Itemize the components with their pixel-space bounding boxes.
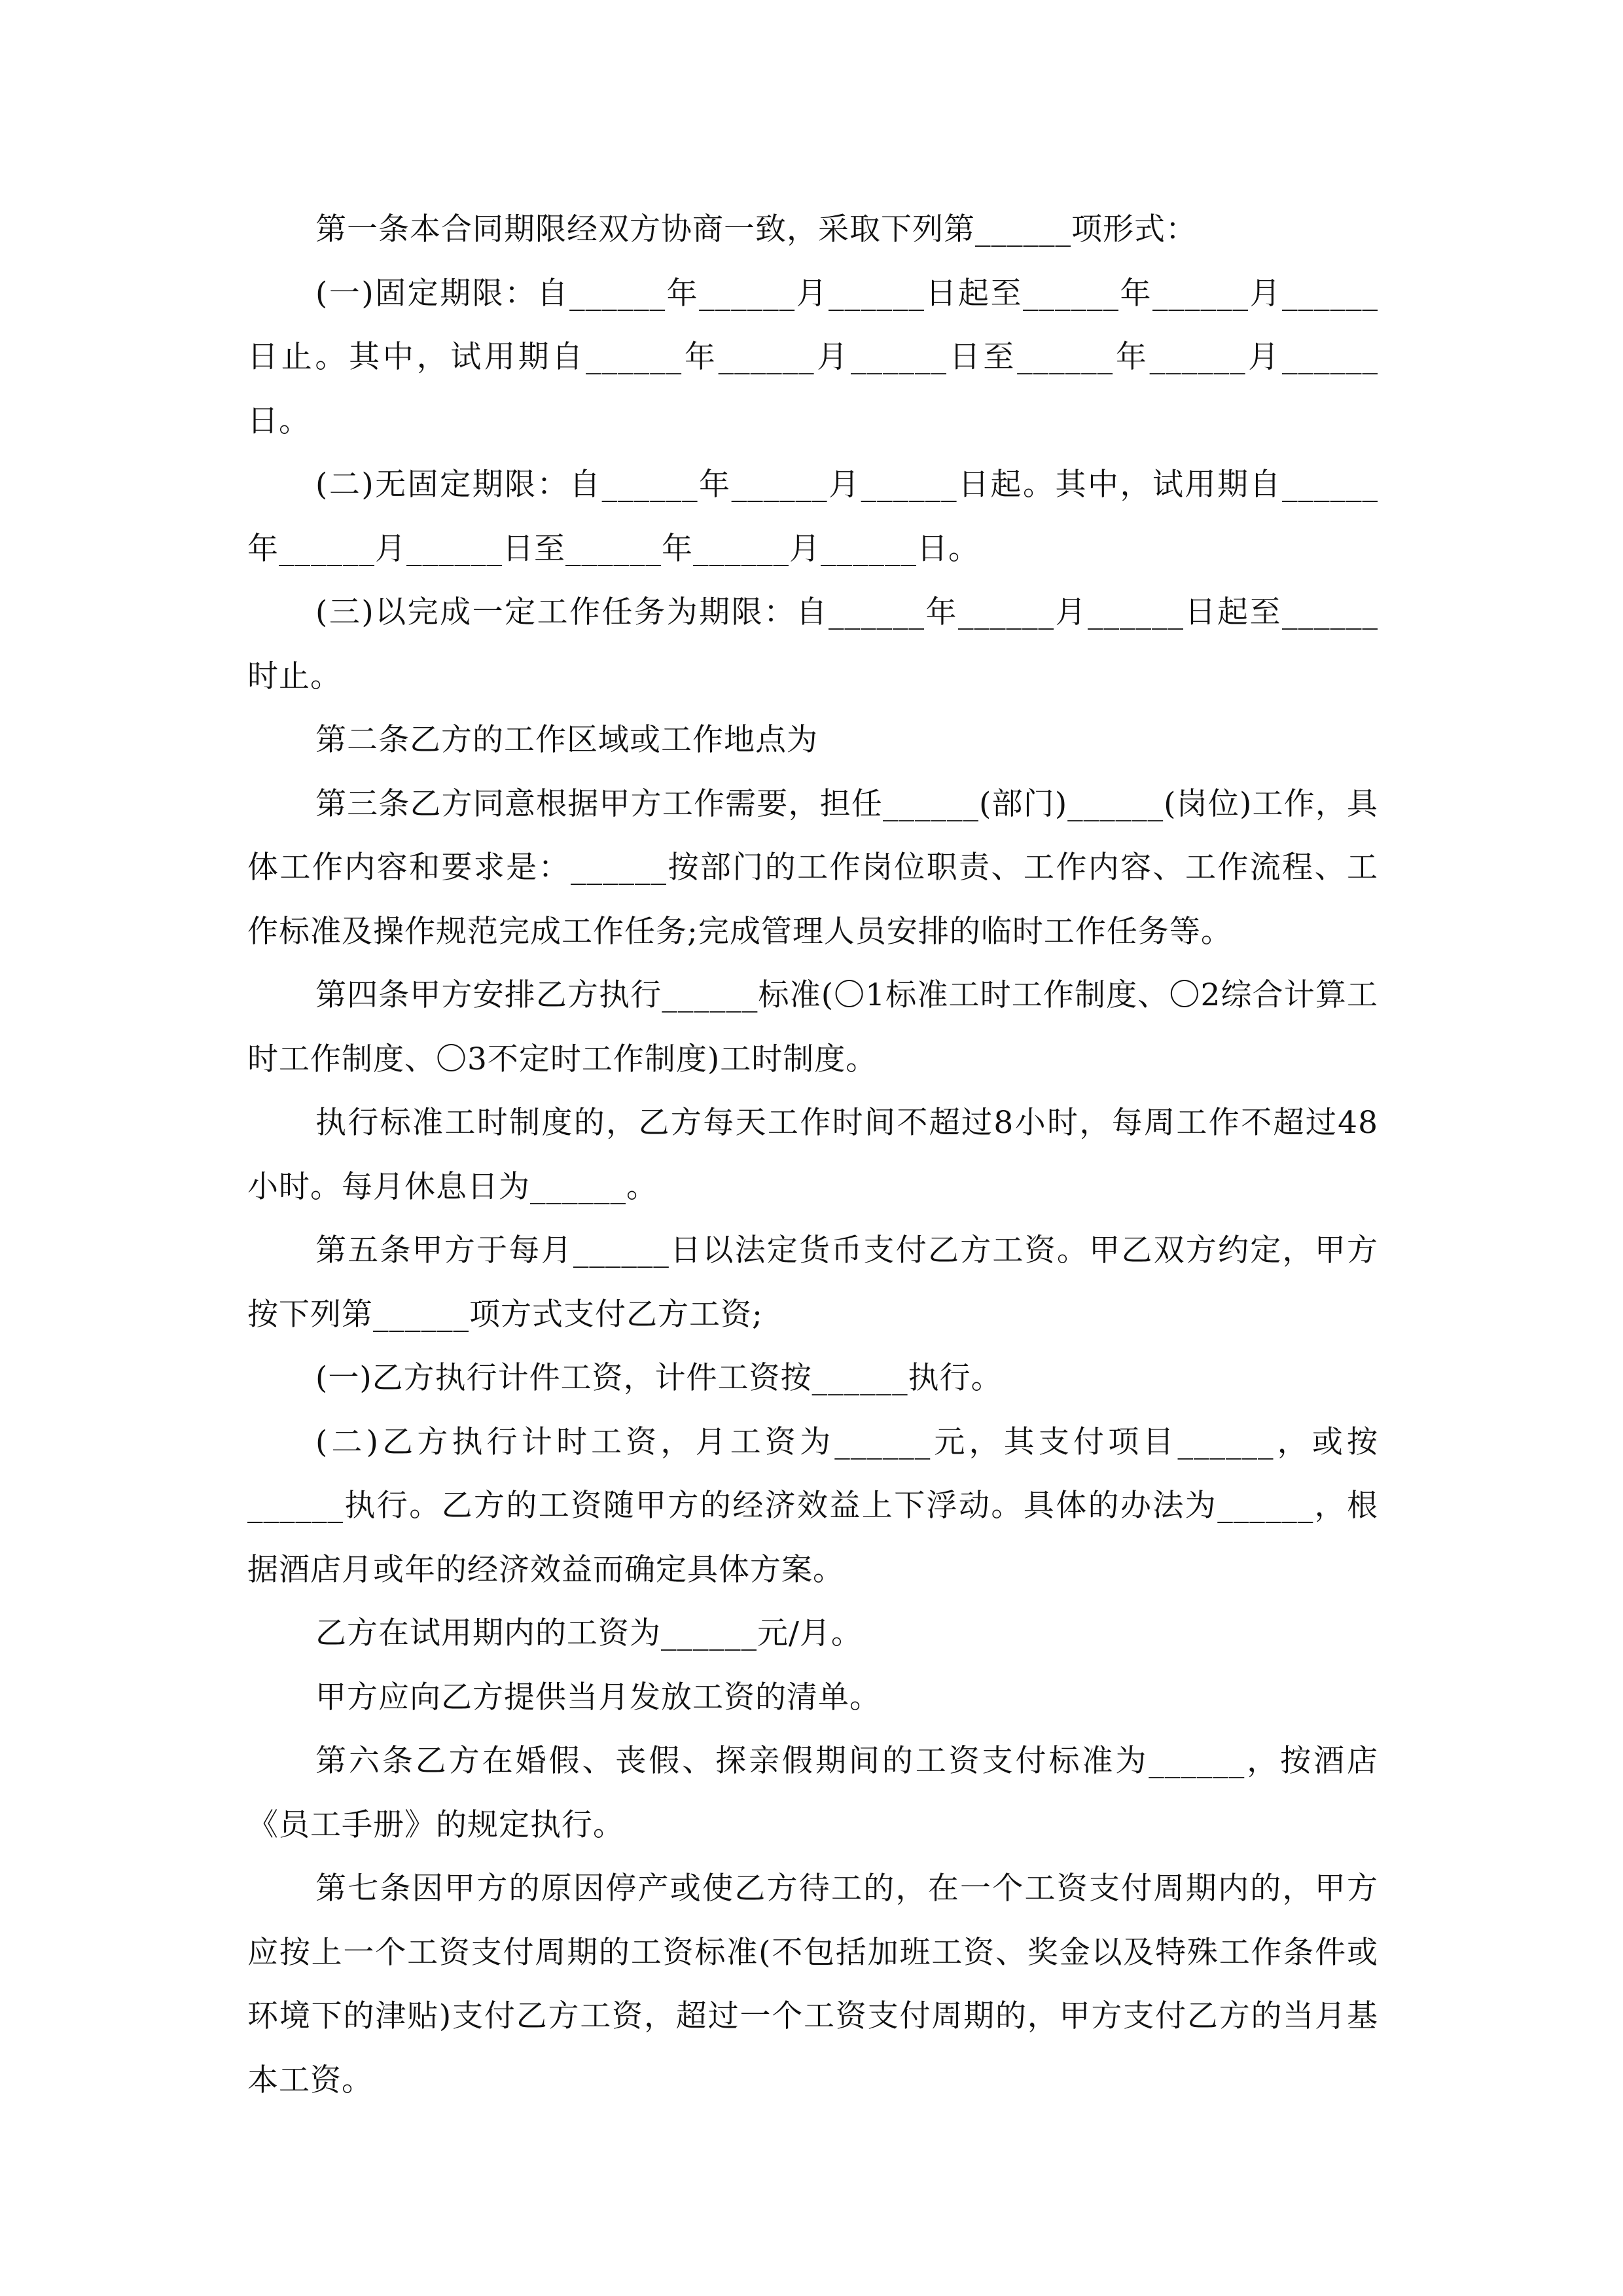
clause-3-position-paragraph: 第三条乙方同意根据甲方工作需要，担任______(部门)______(岗位)工作，具体工作内容和要求是：______按部门的工作岗位职责、工作内容、工作流程、工作标准及操作规范完成工作任务;完成管理人员安排的临时工作任务等。 [247, 785, 1378, 950]
open-term-paragraph: (二)无固定期限：自______年______月______日起。其中，试用期自______年______月______日至______年______月______日。 [247, 467, 1378, 567]
clause-4-working-hours-paragraph: 第四条甲方安排乙方执行______标准(〇1标准工时工作制度、〇2综合计算工时工作制度、〇3不定时工作制度)工时制度。 [247, 977, 1378, 1077]
contract-body [247, 198, 1378, 2112]
probation-wage-paragraph: 乙方在试用期内的工资为______元/月。 [315, 1615, 863, 1651]
clause-1-term-paragraph: 第一条本合同期限经双方协商一致，采取下列第______项形式： [315, 211, 1197, 247]
clause-7-work-stoppage-paragraph: 第七条因甲方的原因停产或使乙方待工的，在一个工资支付周期内的，甲方应按上一个工资支付周期的工资标准(不包括加班工资、奖金以及特殊工作条件或环境下的津贴)支付乙方工资，超过一个工资支付周期的，甲方支付乙方的当月基本工资。 [247, 1871, 1378, 2098]
clause-6-leave-wage-paragraph: 第六条乙方在婚假、丧假、探亲假期间的工资支付标准为______，按酒店《员工手册》的规定执行。 [247, 1743, 1378, 1843]
clause-5-wage-payment-paragraph: 第五条甲方于每月______日以法定货币支付乙方工资。甲乙双方约定，甲方按下列第______项方式支付乙方工资; [247, 1232, 1378, 1333]
standard-hours-paragraph: 执行标准工时制度的，乙方每天工作时间不超过8小时，每周工作不超过48小时。每月休息日为______。 [247, 1105, 1378, 1205]
clause-2-work-location-paragraph: 第二条乙方的工作区域或工作地点为 [315, 722, 818, 758]
piece-rate-wage-paragraph: (一)乙方执行计件工资，计件工资按______执行。 [315, 1360, 1003, 1396]
time-rate-wage-paragraph: (二)乙方执行计时工资，月工资为______元，其支付项目______，或按______执行。乙方的工资随甲方的经济效益上下浮动。具体的办法为______，根据酒店月或年的经济效益而确定具体方案。 [247, 1424, 1378, 1588]
fixed-term-paragraph: (一)固定期限：自______年______月______日起至______年______月______日止。其中，试用期自______年______月______日至______年______月______日。 [247, 275, 1378, 439]
task-term-paragraph: (三)以完成一定工作任务为期限：自______年______月______日起至______时止。 [247, 594, 1378, 694]
wage-statement-paragraph: 甲方应向乙方提供当月发放工资的清单。 [315, 1679, 881, 1715]
